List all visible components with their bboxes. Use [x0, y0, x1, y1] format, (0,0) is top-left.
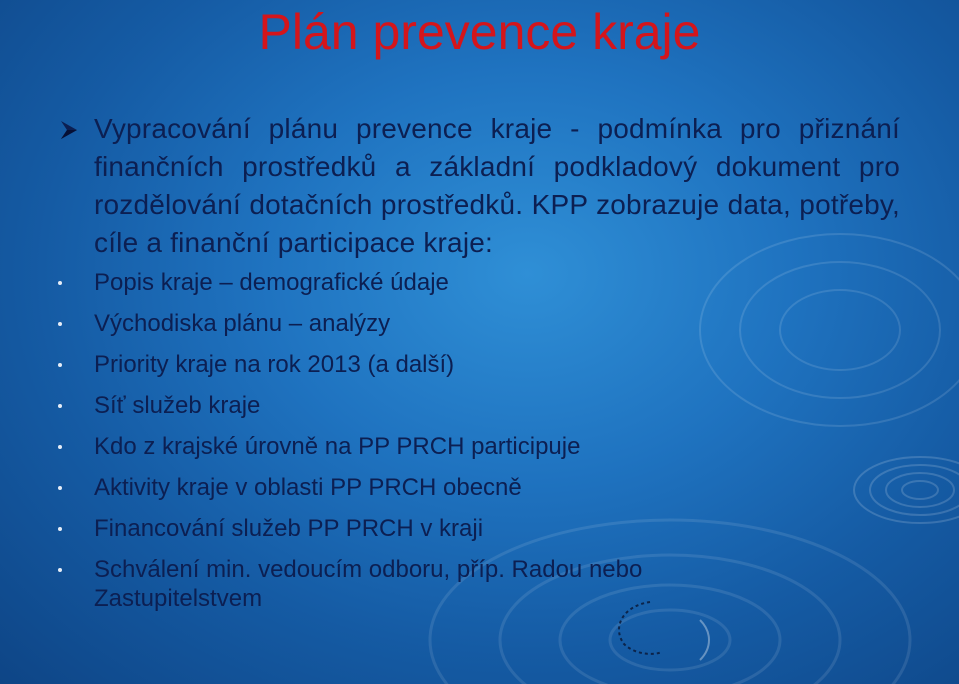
dot-bullet-icon [58, 527, 62, 531]
dot-bullet-icon [58, 404, 62, 408]
dot-bullet-icon [58, 568, 62, 572]
dot-bullet-icon [58, 445, 62, 449]
list-item-text: Financování služeb PP PRCH v kraji [94, 515, 484, 542]
dot-bullet-icon [58, 281, 62, 285]
list-item-text: Popis kraje – demografické údaje [94, 269, 449, 296]
list-item-text: Priority kraje na rok 2013 (a další) [94, 351, 455, 378]
list-item [94, 514, 894, 543]
dot-bullet-icon [58, 486, 62, 490]
list-item-text: Kdo z krajské úrovně na PP PRCH participuje [94, 433, 581, 460]
list-item [94, 309, 894, 338]
list-item [94, 350, 894, 379]
slide-content [0, 110, 959, 625]
list-item [94, 391, 894, 420]
list-item-text: Schválení min. vedoucím odboru, příp. Radou nebo Zastupitelstvem [94, 556, 643, 612]
list-item [94, 432, 894, 461]
dot-bullet-icon [58, 322, 62, 326]
dot-bullet-icon [58, 363, 62, 367]
bullet-list [0, 268, 959, 613]
main-point-text: Vypracování plánu prevence kraje - podmínka pro přiznání finančních prostředků a základní podkladový dokument pro rozdělování dotačních prostředků. KPP zobrazuje data, potřeby, cíle a finanční participace kraje: [94, 113, 900, 258]
list-item-text: Aktivity kraje v oblasti PP PRCH obecně [94, 474, 522, 501]
list-item [94, 473, 894, 502]
arrow-bullet-icon [58, 119, 80, 141]
list-item [94, 555, 794, 613]
list-item [94, 268, 894, 297]
list-item-text: Východiska plánu – analýzy [94, 310, 391, 337]
list-item-text: Síť služeb kraje [94, 392, 261, 419]
slide-title: Plán prevence kraje [258, 4, 701, 60]
main-point [94, 110, 900, 262]
